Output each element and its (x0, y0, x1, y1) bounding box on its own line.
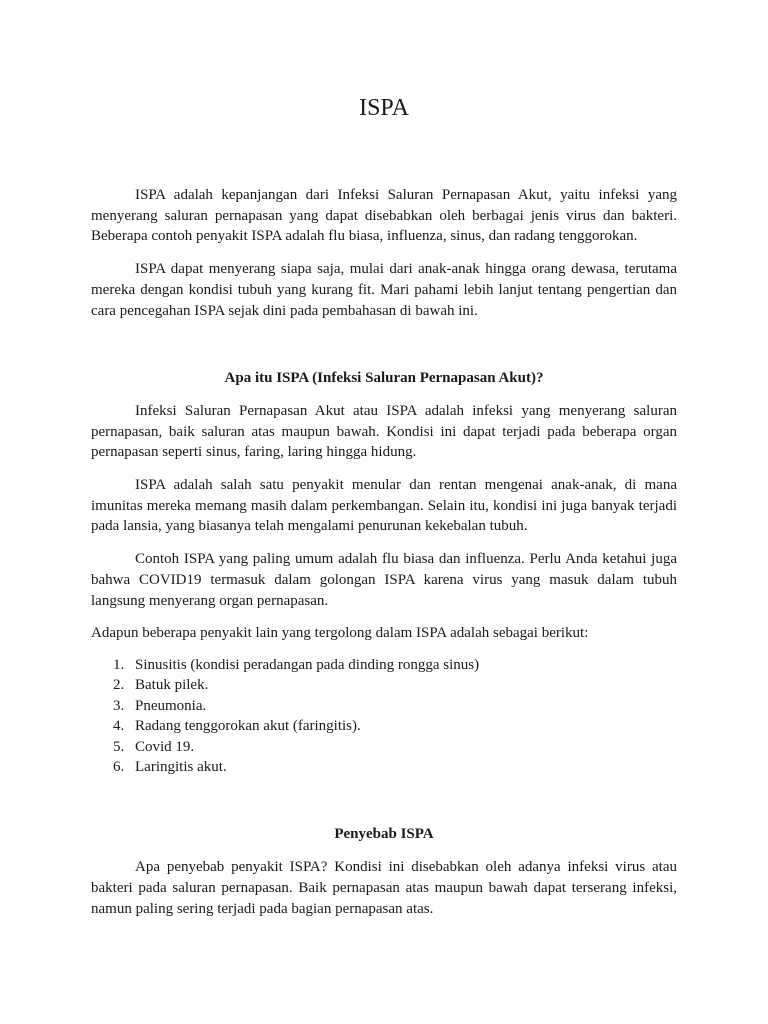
list-item-number: 1. (113, 656, 125, 673)
section1-paragraph-2: ISPA adalah salah satu penyakit menular dan rentan mengenai anak-anak, di mana imunitas mereka memang masih dalam perkembangan. Selain itu, kondisi ini juga banyak terjadi pada lansia, yang biasanya telah mengalami penurunan kekebalan tubuh. (91, 477, 677, 535)
section1-paragraph-3: Contoh ISPA yang paling umum adalah flu biasa dan influenza. Perlu Anda ketahui juga bahwa COVID19 termasuk dalam golongan ISPA karena virus yang masuk dalam tubuh langsung menyerang organ pernapasan. (91, 551, 677, 609)
list-item (91, 757, 677, 777)
list-item (91, 716, 677, 736)
section2-paragraph-1: Apa penyebab penyakit ISPA? Kondisi ini disebabkan oleh adanya infeksi virus atau bakteri pada saluran pernapasan. Baik pernapasan atas maupun bawah dapat terserang infeksi, namun paling sering terjadi pada bagian pernapasan atas. (91, 859, 677, 917)
list-item-text: Batuk pilek. (135, 677, 209, 694)
intro-paragraph-2: ISPA dapat menyerang siapa saja, mulai dari anak-anak hingga orang dewasa, terutama mereka dengan kondisi tubuh yang kurang fit. Mari pahami lebih lanjut tentang pengertian dan cara pencegahan ISPA sejak dini pada pembahasan di bawah ini. (91, 261, 677, 319)
section-heading-penyebab-ispa: Penyebab ISPA (334, 826, 434, 843)
list-item-number: 4. (113, 718, 125, 735)
list-item (91, 655, 677, 675)
list-item-text: Radang tenggorokan akut (faringitis). (135, 718, 361, 735)
list-item-number: 6. (113, 758, 125, 775)
list-item-text: Covid 19. (135, 738, 195, 755)
document-body (91, 185, 677, 919)
list-item (91, 696, 677, 716)
list-item (91, 675, 677, 695)
section1-paragraph-1: Infeksi Saluran Pernapasan Akut atau ISPA adalah infeksi yang menyerang saluran pernapasan, baik saluran atas maupun bawah. Kondisi ini dapat terjadi pada beberapa organ pernapasan seperti sinus, faring, laring hingga hidung. (91, 402, 677, 461)
list-item-number: 3. (113, 697, 125, 714)
list-item-number: 5. (113, 738, 125, 755)
document-title: ISPA (359, 95, 409, 121)
list-item-text: Laringitis akut. (135, 758, 227, 775)
list-intro: Adapun beberapa penyakit lain yang tergolong dalam ISPA adalah sebagai berikut: (91, 625, 589, 642)
section-heading-apa-itu-ispa: Apa itu ISPA (Infeksi Saluran Pernapasan Akut)? (224, 370, 544, 387)
disease-list (91, 655, 677, 777)
intro-paragraph-1: ISPA adalah kepanjangan dari Infeksi Saluran Pernapasan Akut, yaitu infeksi yang menyerang saluran pernapasan yang dapat disebabkan oleh berbagai jenis virus dan bakteri. Beberapa contoh penyakit ISPA adalah flu biasa, influenza, sinus, dan radang tenggorokan. (91, 187, 677, 245)
list-item-number: 2. (113, 677, 125, 694)
list-item-text: Pneumonia. (135, 697, 207, 714)
list-item (91, 737, 677, 757)
list-item-text: Sinusitis (kondisi peradangan pada dinding rongga sinus) (135, 656, 480, 673)
